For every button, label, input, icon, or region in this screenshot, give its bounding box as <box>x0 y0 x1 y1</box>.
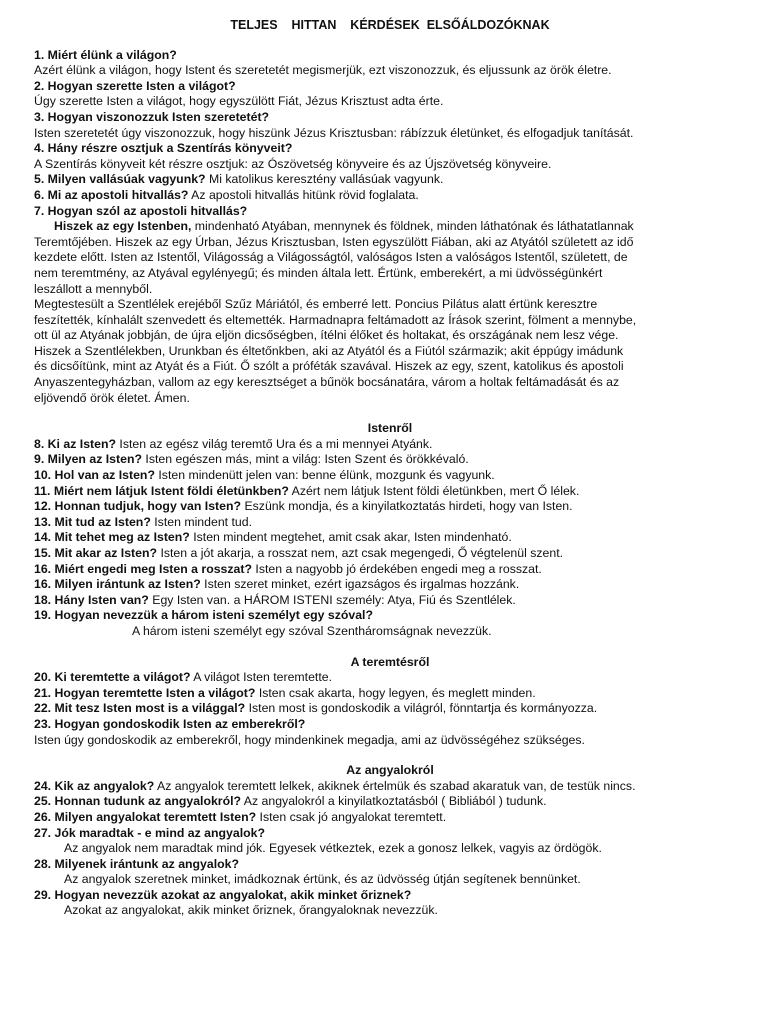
answer-text: Hiszek a Szentlélekben, Urunkban és éltetőnkben, aki az Atyától és a Fiútól származik; akit éppúgy imádunk <box>34 343 624 358</box>
question-text: 19. Hogyan nevezzük a három isteni személyt egy szóval? <box>34 608 373 623</box>
question-line <box>34 172 746 188</box>
question-text: 6. Mi az apostoli hitvallás? <box>34 187 189 202</box>
question-text: 9. Milyen az Isten? <box>34 452 142 467</box>
section-heading: Az angyalokról <box>346 763 434 778</box>
question-text: 11. Miért nem látjuk Istent földi életünkben? <box>34 483 289 498</box>
answer-line <box>34 328 746 344</box>
answer-text: mindenható Atyában, mennynek és földnek, minden láthatónak és láthatatlannak <box>191 219 634 234</box>
question-line <box>34 562 746 578</box>
answer-text: Isten a jót akarja, a rosszat nem, azt csak megengedi, Ő végtelenül szent. <box>157 546 564 560</box>
question-line <box>34 888 746 904</box>
answer-line <box>34 375 746 391</box>
question-line <box>34 452 746 468</box>
question-text: 22. Mit tesz Isten most is a világgal? <box>34 701 246 716</box>
question-line <box>34 219 746 235</box>
answer-text: Anyaszentegyházban, vallom az egy keresztséget a bűnök bocsánatára, várom a holtak feltámadását és az <box>34 375 620 390</box>
question-text: 2. Hogyan szerette Isten a világot? <box>34 78 236 93</box>
question-text: 24. Kik az angyalok? <box>34 778 155 793</box>
question-line <box>34 794 746 810</box>
answer-line <box>34 235 746 251</box>
question-text: 16. Miért engedi meg Isten a rosszat? <box>34 561 252 576</box>
question-line <box>34 79 746 95</box>
answer-text: Isten csak akarta, hogy legyen, és meglett minden. <box>255 685 536 700</box>
answer-text: Eszünk mondja, és a kinyilatkoztatás hirdeti, hogy van Isten. <box>241 499 573 514</box>
question-line <box>34 686 746 702</box>
question-line <box>34 515 746 531</box>
question-text: 8. Ki az Isten? <box>34 436 117 451</box>
question-line <box>34 141 746 157</box>
answer-text: nem teremtmény, az Atyával egylényegű; és minden általa lett. Értünk, emberekért, a mi üdvösségünkért <box>34 265 603 280</box>
answer-line <box>34 733 746 749</box>
answer-text: Isten az egész világ teremtő Ura és a mi mennyei Atyánk. <box>116 436 433 451</box>
section-heading: Istenről <box>367 421 413 436</box>
question-text: 18. Hány Isten van? <box>34 592 149 607</box>
answer-text: Isten szeret minket, ezért igazságos és irgalmas hozzánk. <box>200 577 520 592</box>
question-line <box>34 779 746 795</box>
question-text: 28. Milyenek irántunk az angyalok? <box>34 856 240 871</box>
question-line <box>34 437 746 453</box>
answer-text: Mi katolikus keresztény vallásúak vagyunk. <box>205 172 444 187</box>
question-line <box>34 188 746 204</box>
question-text: 7. Hogyan szól az apostoli hitvallás? <box>34 203 248 218</box>
answer-line <box>34 266 746 282</box>
question-text: Hiszek az egy Istenben, <box>54 219 192 234</box>
question-line <box>34 717 746 733</box>
answer-text: A három isteni személyt egy szóval Szentháromságnak nevezzük. <box>132 623 492 638</box>
question-text: 23. Hogyan gondoskodik Isten az emberekről? <box>34 716 306 731</box>
answer-text: Isten egészen más, mint a világ: Isten Szent és örökkévaló. <box>141 452 469 467</box>
answer-line <box>34 391 746 407</box>
document-title: TELJES HITTAN KÉRDÉSEK ELSŐÁLDOZÓKNAK <box>230 18 550 32</box>
answer-text: Isten mindent tud. <box>150 514 253 529</box>
question-line <box>34 593 746 609</box>
answer-line <box>34 872 746 888</box>
answer-text: Azért élünk a világon, hogy Istent és szeretetét megismerjük, ezt viszonozzuk, és eljussunk az örök életre. <box>34 63 612 78</box>
question-text: 15. Mit akar az Isten? <box>34 546 158 560</box>
question-line <box>34 670 746 686</box>
answer-text: ott ül az Atyának jobbján, de újra eljön dicsőségben, ítélni élőket és holtakat, és országának nem lesz vége. <box>34 328 619 343</box>
answer-text: Az angyalokról a kinyilatkoztatásból ( Bibliából ) tudunk. <box>241 794 547 809</box>
answer-line <box>34 624 746 640</box>
question-line <box>34 48 746 64</box>
answer-text: Isten szeretetét úgy viszonozzuk, hogy hiszünk Jézus Krisztusban: rábízzuk életünket, és elfogadjuk tanítását. <box>34 125 634 140</box>
answer-text: Az apostoli hitvallás hitünk rövid foglalata. <box>188 187 419 202</box>
answer-line <box>34 344 746 360</box>
question-line <box>34 857 746 873</box>
section-heading: A teremtésről <box>350 654 430 669</box>
answer-text: Úgy szerette Isten a világot, hogy egyszülött Fiát, Jézus Krisztust adta érte. <box>34 94 444 109</box>
question-text: 1. Miért élünk a világon? <box>34 47 177 62</box>
answer-text: Egy Isten van. a HÁROM ISTENI személy: Atya, Fiú és Szentlélek. <box>148 592 516 607</box>
question-text: 3. Hogyan viszonozzuk Isten szeretetét? <box>34 109 270 124</box>
question-text: 12. Honnan tudjuk, hogy van Isten? <box>34 499 242 514</box>
answer-text: Isten mindent megtehet, amit csak akar, Isten mindenható. <box>189 530 512 545</box>
question-text: 16. Milyen irántunk az Isten? <box>34 577 201 592</box>
answer-text: Azért nem látjuk Istent földi életünkben, mert Ő lélek. <box>288 483 580 498</box>
question-text: 26. Milyen angyalokat teremtett Isten? <box>34 809 257 824</box>
answer-line <box>34 359 746 375</box>
question-line <box>34 110 746 126</box>
answer-text: Isten most is gondoskodik a világról, fönntartja és kormányozza. <box>245 701 598 716</box>
answer-line <box>34 157 746 173</box>
answer-text: Teremtőjében. Hiszek az egy Úrban, Jézus Krisztusban, Isten egyszülött Fiában, aki az Atyától született az idő <box>34 234 634 249</box>
question-line <box>34 608 746 624</box>
question-text: 5. Milyen vallásúak vagyunk? <box>34 172 206 187</box>
answer-text: Megtestesült a Szentlélek erejéből Szűz Máriától, és emberré lett. Poncius Pilátus alatt értünk keresztre <box>34 297 598 312</box>
question-text: 14. Mit tehet meg az Isten? <box>34 530 190 545</box>
answer-line <box>34 282 746 298</box>
question-text: 20. Ki teremtette a világot? <box>34 670 191 685</box>
question-text: 13. Mit tud az Isten? <box>34 514 151 529</box>
answer-text: A Szentírás könyveit két részre osztjuk: az Ószövetség könyveire és az Újszövetség könyveire. <box>34 156 552 171</box>
answer-text: Az angyalok teremtett lelkek, akiknek értelmük és szabad akaratuk van, de testük nincs. <box>154 778 636 793</box>
answer-line <box>34 63 746 79</box>
answer-line <box>34 841 746 857</box>
answer-text: feszítették, kínhalált szenvedett és eltemették. Harmadnapra feltámadott az Írások szerint, fölment a mennybe, <box>34 312 637 327</box>
question-text: 25. Honnan tudunk az angyalokról? <box>34 794 242 809</box>
question-line <box>34 701 746 717</box>
question-line <box>34 484 746 500</box>
answer-line <box>34 250 746 266</box>
answer-text: Az angyalok szeretnek minket, imádkoznak értünk, és az üdvösség útján segítenek bennünket. <box>64 872 581 887</box>
answer-line <box>34 94 746 110</box>
answer-text: eljövendő örök életet. Ámen. <box>34 390 190 405</box>
question-line <box>34 810 746 826</box>
question-line <box>34 468 746 484</box>
answer-line <box>34 903 746 919</box>
answer-text: Azokat az angyalokat, akik minket őriznek, őrangyaloknak nevezzük. <box>64 903 438 918</box>
question-line <box>34 577 746 593</box>
question-line <box>34 204 746 220</box>
document-page <box>34 18 746 919</box>
answer-text: A világot Isten teremtette. <box>190 670 332 685</box>
question-line <box>34 530 746 546</box>
answer-text: Az angyalok nem maradtak mind jók. Egyesek vétkeztek, ezek a gonosz lelkek, vagyis az ördögök. <box>64 841 602 856</box>
answer-line <box>34 297 746 313</box>
question-line <box>34 546 746 562</box>
question-text: 21. Hogyan teremtette Isten a világot? <box>34 685 256 700</box>
answer-line <box>34 313 746 329</box>
document-content <box>34 48 746 919</box>
answer-text: és dicsőítünk, mint az Atyát és a Fiút. Ő szólt a próféták szavával. Hiszek az egy, szent, katolikus és apostoli <box>34 359 624 374</box>
answer-text: Isten úgy gondoskodik az emberekről, hogy mindenkinek megadja, ami az üdvösségéhez szükséges. <box>34 732 585 747</box>
question-line <box>34 499 746 515</box>
question-text: 4. Hány részre osztjuk a Szentírás könyveit? <box>34 141 293 156</box>
answer-text: Isten mindenütt jelen van: benne élünk, mozgunk és vagyunk. <box>154 468 495 483</box>
question-text: 29. Hogyan nevezzük azokat az angyalokat, akik minket őriznek? <box>34 887 412 902</box>
question-text: 27. Jók maradtak - e mind az angyalok? <box>34 825 265 840</box>
answer-text: kezdete előtt. Isten az Istentől, Világosság a Világosságtól, valóságos Isten a valóságos Istentől, született, de <box>34 250 628 265</box>
answer-line <box>34 126 746 142</box>
answer-text: Isten csak jó angyalokat teremtett. <box>256 809 447 824</box>
answer-text: Isten a nagyobb jó érdekében engedi meg a rosszat. <box>252 561 542 576</box>
answer-text: leszállott a mennyből. <box>34 281 153 296</box>
question-line <box>34 826 746 842</box>
question-text: 10. Hol van az Isten? <box>34 468 155 483</box>
